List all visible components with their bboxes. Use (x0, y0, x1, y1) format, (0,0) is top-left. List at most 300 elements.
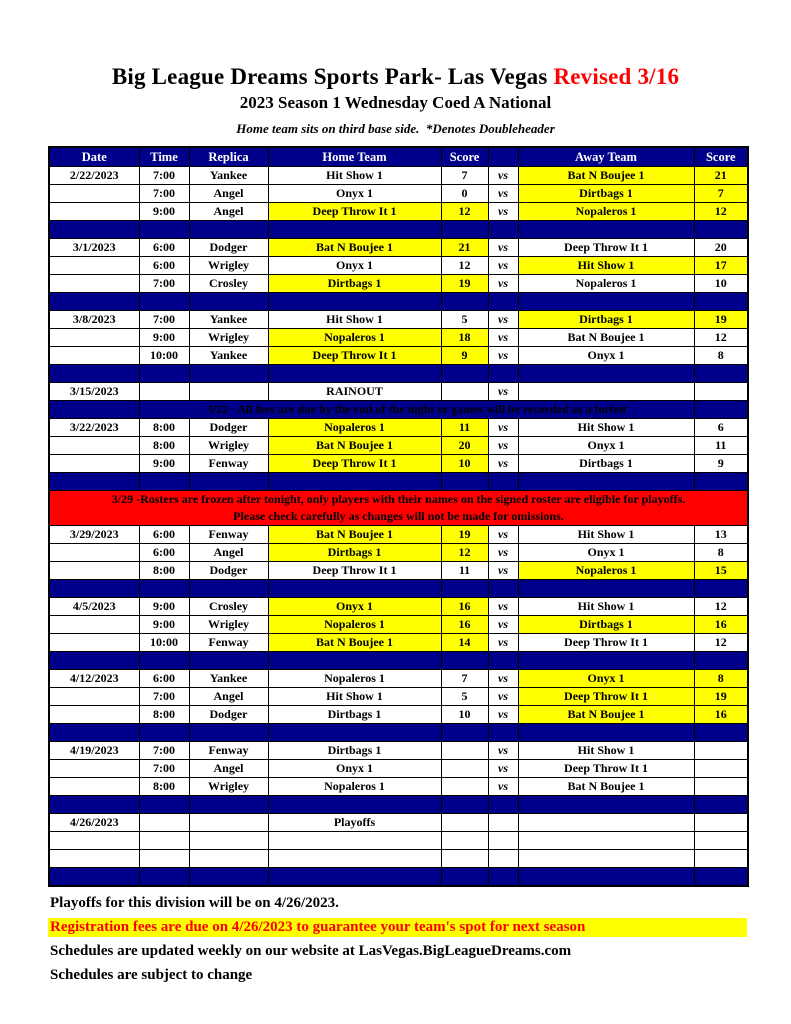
home-team-cell: Nopaleros 1 (268, 615, 441, 633)
separator-row (49, 723, 748, 741)
time-cell (139, 849, 189, 867)
away-team-cell: Nopaleros 1 (518, 561, 694, 579)
separator-cell (488, 473, 518, 491)
separator-cell (488, 867, 518, 886)
date-cell (49, 849, 139, 867)
game-row (49, 455, 748, 473)
replica-cell: Fenway (189, 525, 268, 543)
home-team-cell: Nopaleros 1 (268, 777, 441, 795)
season-subtitle: 2023 Season 1 Wednesday Coed A National (239, 93, 552, 112)
separator-cell (139, 365, 189, 383)
roster-freeze-note-line: 3/29 -Rosters are frozen after tonight, only players with their names on the signed roster are eligible for playoffs. (111, 492, 686, 506)
home-team-cell: Dirtbags 1 (268, 275, 441, 293)
away-score-cell: 8 (694, 347, 748, 365)
away-team-cell: Nopaleros 1 (518, 275, 694, 293)
home-team-cell: Bat N Boujee 1 (268, 633, 441, 651)
playoffs-note: Playoffs for this division will be on 4/26/2023. (50, 894, 339, 911)
date-cell: 3/22/2023 (49, 419, 139, 437)
home-score-cell: 5 (441, 311, 488, 329)
time-cell: 7:00 (139, 311, 189, 329)
replica-cell: Angel (189, 185, 268, 203)
away-score-cell: 9 (694, 455, 748, 473)
home-team-cell: Onyx 1 (268, 185, 441, 203)
separator-cell (441, 293, 488, 311)
time-cell: 8:00 (139, 777, 189, 795)
separator-cell (488, 651, 518, 669)
schedule-table-body (49, 167, 748, 886)
separator-cell (268, 365, 441, 383)
separator-cell (49, 473, 139, 491)
away-team-cell: Bat N Boujee 1 (518, 777, 694, 795)
vs-label-cell: vs (488, 203, 518, 221)
separator-cell (518, 365, 694, 383)
home-team-tagline: Home team sits on third base side. *Denotes Doubleheader (236, 121, 555, 136)
game-row (49, 759, 748, 777)
separator-cell (49, 365, 139, 383)
away-team-cell: Deep Throw It 1 (518, 239, 694, 257)
separator-row (49, 867, 748, 886)
time-cell: 7:00 (139, 759, 189, 777)
time-cell: 7:00 (139, 167, 189, 185)
separator-cell (488, 579, 518, 597)
game-row (49, 669, 748, 687)
home-team-cell: Nopaleros 1 (268, 669, 441, 687)
vs-label-cell (488, 813, 518, 831)
game-row (49, 705, 748, 723)
date-cell (49, 275, 139, 293)
time-cell (139, 813, 189, 831)
date-cell (49, 329, 139, 347)
vs-label-cell: vs (488, 185, 518, 203)
away-team-cell (518, 831, 694, 849)
away-score-cell: 6 (694, 419, 748, 437)
home-team-cell: Deep Throw It 1 (268, 561, 441, 579)
vs-label-cell: vs (488, 419, 518, 437)
away-team-cell: Dirtbags 1 (518, 185, 694, 203)
home-team-cell: Deep Throw It 1 (268, 347, 441, 365)
vs-label-cell (488, 849, 518, 867)
separator-cell (441, 365, 488, 383)
replica-cell: Yankee (189, 311, 268, 329)
separator-cell (139, 473, 189, 491)
date-cell (49, 437, 139, 455)
away-team-cell: Onyx 1 (518, 347, 694, 365)
home-score-cell (441, 813, 488, 831)
date-cell (49, 759, 139, 777)
away-score-cell (694, 759, 748, 777)
home-score-cell: 7 (441, 167, 488, 185)
replica-cell: Crosley (189, 275, 268, 293)
fees-note-row (49, 401, 748, 419)
date-cell (49, 831, 139, 849)
away-score-cell: 13 (694, 525, 748, 543)
date-cell (49, 203, 139, 221)
vs-label-cell: vs (488, 543, 518, 561)
away-score-cell (694, 849, 748, 867)
time-cell: 9:00 (139, 329, 189, 347)
separator-cell (139, 795, 189, 813)
home-team-cell: Onyx 1 (268, 759, 441, 777)
vs-label-cell (488, 831, 518, 849)
home-team-cell: Nopaleros 1 (268, 419, 441, 437)
away-team-cell: Hit Show 1 (518, 257, 694, 275)
away-score-cell: 7 (694, 185, 748, 203)
separator-row (49, 293, 748, 311)
away-score-cell: 16 (694, 615, 748, 633)
home-score-cell: 14 (441, 633, 488, 651)
time-cell: 7:00 (139, 275, 189, 293)
separator-cell (694, 473, 748, 491)
away-team-cell: Hit Show 1 (518, 525, 694, 543)
time-cell: 7:00 (139, 741, 189, 759)
away-score-cell: 17 (694, 257, 748, 275)
time-cell: 8:00 (139, 437, 189, 455)
time-cell: 9:00 (139, 597, 189, 615)
away-team-cell: Onyx 1 (518, 543, 694, 561)
separator-cell (488, 365, 518, 383)
home-team-cell: Nopaleros 1 (268, 329, 441, 347)
replica-cell: Wrigley (189, 257, 268, 275)
website-note: Schedules are updated weekly on our website at LasVegas.BigLeagueDreams.com (50, 942, 572, 959)
game-row (49, 813, 748, 831)
game-row (49, 311, 748, 329)
vs-label-cell: vs (488, 741, 518, 759)
home-team-cell: Hit Show 1 (268, 687, 441, 705)
away-score-cell: 20 (694, 239, 748, 257)
separator-cell (49, 579, 139, 597)
away-team-cell: Hit Show 1 (518, 741, 694, 759)
vs-label-cell: vs (488, 525, 518, 543)
separator-cell (189, 651, 268, 669)
away-score-cell: 8 (694, 543, 748, 561)
home-team-cell: Onyx 1 (268, 257, 441, 275)
away-team-cell (518, 849, 694, 867)
date-cell: 2/22/2023 (49, 167, 139, 185)
game-row (49, 437, 748, 455)
away-team-cell: Dirtbags 1 (518, 311, 694, 329)
home-team-cell: Dirtbags 1 (268, 741, 441, 759)
schedule-table (48, 146, 749, 887)
away-team-cell: Dirtbags 1 (518, 615, 694, 633)
home-score-cell (441, 741, 488, 759)
away-score-cell: 12 (694, 203, 748, 221)
separator-cell (694, 795, 748, 813)
away-score-cell: 11 (694, 437, 748, 455)
separator-cell (694, 401, 748, 419)
separator-cell (694, 651, 748, 669)
separator-cell (518, 221, 694, 239)
separator-cell (518, 723, 694, 741)
home-team-cell: Deep Throw It 1 (268, 455, 441, 473)
separator-cell (189, 221, 268, 239)
game-row (49, 543, 748, 561)
home-team-cell: Dirtbags 1 (268, 543, 441, 561)
page-title-main: Big League Dreams Sports Park- Las Vegas (111, 64, 548, 89)
separator-cell (268, 651, 441, 669)
home-team-cell: Hit Show 1 (268, 311, 441, 329)
separator-cell (49, 401, 139, 419)
separator-cell (49, 795, 139, 813)
vs-label-cell: vs (488, 615, 518, 633)
replica-cell (189, 849, 268, 867)
home-team-cell: Dirtbags 1 (268, 705, 441, 723)
separator-row (49, 579, 748, 597)
replica-cell (189, 831, 268, 849)
date-cell: 4/19/2023 (49, 741, 139, 759)
away-score-cell: 12 (694, 633, 748, 651)
away-team-cell: Nopaleros 1 (518, 203, 694, 221)
game-row (49, 239, 748, 257)
separator-cell (518, 651, 694, 669)
time-cell: 10:00 (139, 633, 189, 651)
time-cell (139, 383, 189, 401)
time-cell: 10:00 (139, 347, 189, 365)
separator-cell (694, 221, 748, 239)
col-header-time: Time (139, 147, 189, 167)
home-team-cell: Deep Throw It 1 (268, 203, 441, 221)
away-team-cell (518, 383, 694, 401)
game-row (49, 185, 748, 203)
vs-label-cell: vs (488, 311, 518, 329)
table-header-row (49, 147, 748, 167)
separator-cell (488, 293, 518, 311)
separator-cell (518, 795, 694, 813)
date-cell (49, 561, 139, 579)
vs-label-cell: vs (488, 275, 518, 293)
separator-cell (518, 473, 694, 491)
replica-cell: Angel (189, 687, 268, 705)
replica-cell (189, 383, 268, 401)
date-cell: 3/8/2023 (49, 311, 139, 329)
separator-cell (694, 579, 748, 597)
separator-cell (49, 651, 139, 669)
vs-label-cell: vs (488, 347, 518, 365)
home-score-cell: 10 (441, 705, 488, 723)
home-score-cell: 12 (441, 543, 488, 561)
replica-cell: Dodger (189, 705, 268, 723)
vs-label-cell: vs (488, 777, 518, 795)
home-score-cell (441, 831, 488, 849)
home-score-cell: 11 (441, 561, 488, 579)
home-score-cell: 9 (441, 347, 488, 365)
home-score-cell: 11 (441, 419, 488, 437)
separator-cell (139, 293, 189, 311)
replica-cell: Wrigley (189, 437, 268, 455)
vs-label-cell: vs (488, 383, 518, 401)
vs-label-cell: vs (488, 633, 518, 651)
separator-cell (441, 723, 488, 741)
home-score-cell: 10 (441, 455, 488, 473)
game-row (49, 257, 748, 275)
date-cell: 4/26/2023 (49, 813, 139, 831)
separator-cell (488, 723, 518, 741)
separator-cell (441, 473, 488, 491)
home-team-cell: Bat N Boujee 1 (268, 525, 441, 543)
vs-label-cell: vs (488, 705, 518, 723)
date-cell: 3/29/2023 (49, 525, 139, 543)
home-team-cell: Onyx 1 (268, 597, 441, 615)
away-score-cell (694, 741, 748, 759)
separator-cell (189, 723, 268, 741)
home-score-cell: 21 (441, 239, 488, 257)
separator-cell (49, 723, 139, 741)
home-score-cell: 12 (441, 257, 488, 275)
separator-cell (189, 795, 268, 813)
separator-cell (49, 867, 139, 886)
time-cell: 8:00 (139, 419, 189, 437)
away-team-cell: Bat N Boujee 1 (518, 329, 694, 347)
away-team-cell: Onyx 1 (518, 437, 694, 455)
separator-cell (441, 651, 488, 669)
vs-label-cell: vs (488, 669, 518, 687)
date-cell: 3/15/2023 (49, 383, 139, 401)
time-cell: 9:00 (139, 615, 189, 633)
separator-cell (694, 867, 748, 886)
date-cell (49, 257, 139, 275)
game-row (49, 329, 748, 347)
time-cell: 7:00 (139, 185, 189, 203)
empty-row (49, 831, 748, 849)
separator-cell (694, 293, 748, 311)
home-team-cell (268, 849, 441, 867)
home-team-cell: Bat N Boujee 1 (268, 437, 441, 455)
roster-freeze-note (49, 491, 748, 526)
separator-cell (49, 221, 139, 239)
away-score-cell (694, 383, 748, 401)
away-team-cell: Bat N Boujee 1 (518, 167, 694, 185)
game-row (49, 741, 748, 759)
footer-notes (48, 894, 791, 985)
home-score-cell: 18 (441, 329, 488, 347)
vs-label-cell: vs (488, 455, 518, 473)
date-cell (49, 633, 139, 651)
separator-cell (518, 867, 694, 886)
home-score-cell (441, 759, 488, 777)
away-team-cell: Onyx 1 (518, 669, 694, 687)
away-score-cell: 21 (694, 167, 748, 185)
home-score-cell: 16 (441, 615, 488, 633)
game-row (49, 777, 748, 795)
replica-cell: Yankee (189, 347, 268, 365)
replica-cell: Yankee (189, 669, 268, 687)
replica-cell: Wrigley (189, 777, 268, 795)
col-header-away-team: Away Team (518, 147, 694, 167)
col-header-vs (488, 147, 518, 167)
date-cell (49, 777, 139, 795)
col-header-away-score: Score (694, 147, 748, 167)
away-score-cell: 19 (694, 687, 748, 705)
home-score-cell: 19 (441, 275, 488, 293)
replica-cell: Dodger (189, 561, 268, 579)
replica-cell: Angel (189, 759, 268, 777)
separator-cell (189, 473, 268, 491)
separator-cell (49, 293, 139, 311)
time-cell: 8:00 (139, 705, 189, 723)
game-row (49, 633, 748, 651)
separator-cell (189, 365, 268, 383)
time-cell (139, 831, 189, 849)
home-team-cell: Playoffs (268, 813, 441, 831)
replica-cell: Fenway (189, 455, 268, 473)
separator-row (49, 473, 748, 491)
away-team-cell: Dirtbags 1 (518, 455, 694, 473)
replica-cell: Angel (189, 203, 268, 221)
vs-label-cell: vs (488, 329, 518, 347)
time-cell: 7:00 (139, 687, 189, 705)
game-row (49, 615, 748, 633)
separator-cell (189, 579, 268, 597)
separator-cell (268, 795, 441, 813)
vs-label-cell: vs (488, 597, 518, 615)
replica-cell: Wrigley (189, 329, 268, 347)
home-team-cell: Bat N Boujee 1 (268, 239, 441, 257)
replica-cell: Fenway (189, 633, 268, 651)
home-score-cell: 12 (441, 203, 488, 221)
separator-cell (268, 221, 441, 239)
game-row (49, 419, 748, 437)
separator-cell (268, 867, 441, 886)
replica-cell: Crosley (189, 597, 268, 615)
game-row (49, 383, 748, 401)
vs-label-cell: vs (488, 687, 518, 705)
home-score-cell (441, 383, 488, 401)
vs-label-cell: vs (488, 437, 518, 455)
separator-cell (441, 221, 488, 239)
separator-cell (694, 365, 748, 383)
replica-cell: Angel (189, 543, 268, 561)
vs-label-cell: vs (488, 167, 518, 185)
away-team-cell: Hit Show 1 (518, 597, 694, 615)
separator-row (49, 651, 748, 669)
home-score-cell: 7 (441, 669, 488, 687)
away-score-cell: 8 (694, 669, 748, 687)
separator-cell (488, 221, 518, 239)
vs-label-cell: vs (488, 257, 518, 275)
separator-cell (139, 221, 189, 239)
time-cell: 6:00 (139, 257, 189, 275)
replica-cell (189, 813, 268, 831)
time-cell: 6:00 (139, 239, 189, 257)
subject-to-change-note: Schedules are subject to change (50, 966, 253, 983)
replica-cell: Dodger (189, 239, 268, 257)
separator-row (49, 795, 748, 813)
revised-date-label: Revised 3/16 (553, 64, 680, 89)
separator-cell (139, 723, 189, 741)
date-cell (49, 615, 139, 633)
page-title (0, 64, 791, 90)
separator-row (49, 365, 748, 383)
game-row (49, 561, 748, 579)
away-score-cell: 15 (694, 561, 748, 579)
separator-cell (441, 795, 488, 813)
separator-cell (518, 579, 694, 597)
home-team-cell: Hit Show 1 (268, 167, 441, 185)
col-header-date: Date (49, 147, 139, 167)
away-team-cell: Deep Throw It 1 (518, 633, 694, 651)
date-cell (49, 185, 139, 203)
game-row (49, 525, 748, 543)
home-team-cell (268, 831, 441, 849)
roster-freeze-note-row (49, 491, 748, 526)
separator-cell (139, 579, 189, 597)
time-cell: 8:00 (139, 561, 189, 579)
away-score-cell (694, 813, 748, 831)
separator-cell (488, 795, 518, 813)
away-score-cell: 19 (694, 311, 748, 329)
home-score-cell (441, 777, 488, 795)
col-header-replica: Replica (189, 147, 268, 167)
col-header-home-team: Home Team (268, 147, 441, 167)
